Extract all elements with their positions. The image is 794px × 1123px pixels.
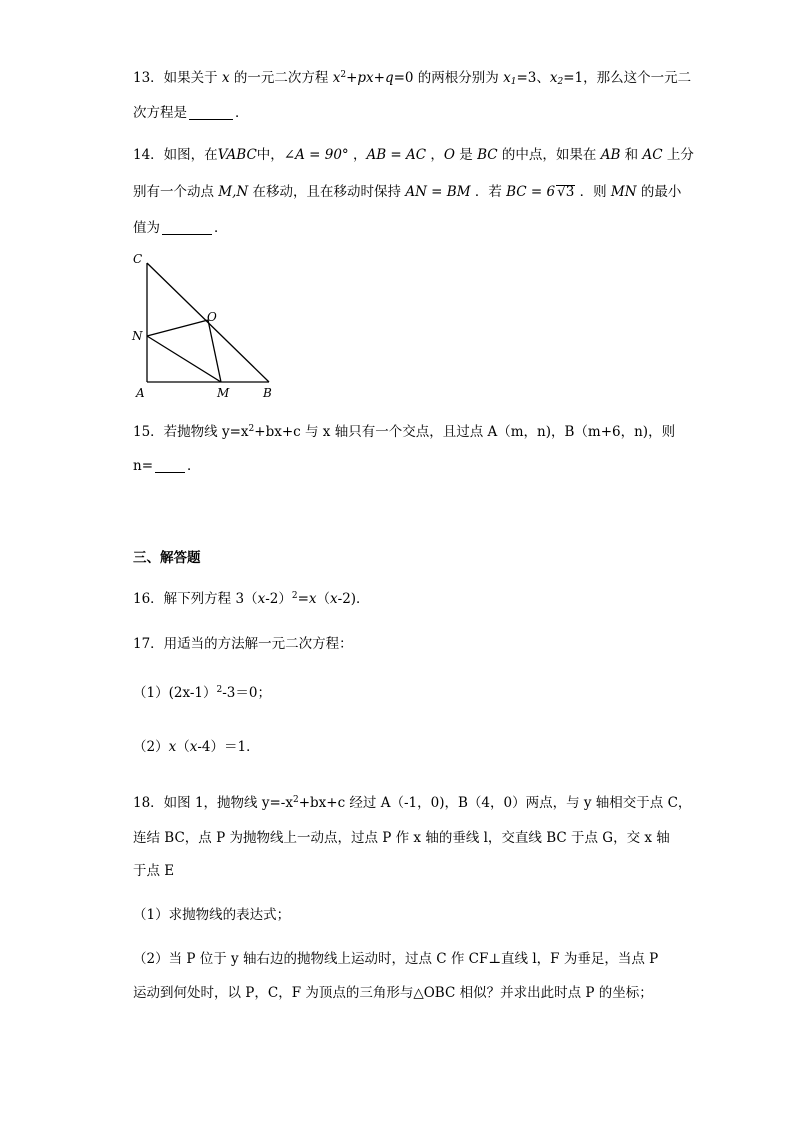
label-a: A <box>136 386 145 400</box>
q15-sup: 2 <box>248 424 255 434</box>
q13-eq-x: x <box>332 70 341 86</box>
q14-text: 和 <box>620 147 643 163</box>
q14-text: 中， <box>256 147 284 163</box>
q13-var-x: x <box>221 70 230 86</box>
q14-text: 的最小 <box>636 184 682 200</box>
q14-text: ， <box>426 147 444 163</box>
q14-point-o: O <box>443 147 455 163</box>
q14-text: 值为 <box>133 220 160 236</box>
q14-bc-eq: BC = 6 <box>506 184 556 200</box>
q14-text: 的中点，如果在 <box>497 147 601 163</box>
q14-text: ．若 <box>470 184 507 200</box>
q13-x2-sub: 2 <box>557 77 564 87</box>
q18-sub1: （1）求抛物线的表达式； <box>133 907 291 923</box>
q14-text: 14．如图，在 <box>133 147 218 163</box>
q14-text: ． <box>214 220 228 236</box>
q18-text: +bx+c 经过 A（-1，0)，B（4，0）两点，与 y 轴相交于点 C， <box>298 795 692 811</box>
label-c: C <box>133 252 143 266</box>
q15-line2 <box>133 454 201 474</box>
q14-ab: AB <box>600 147 621 163</box>
q17-part1 <box>133 681 271 701</box>
q14-figure <box>125 245 285 405</box>
q13-eq-p: px <box>357 70 374 86</box>
q14-text: 上分 <box>662 147 694 163</box>
q16-var: x <box>330 591 338 607</box>
q16-var: x <box>257 591 266 607</box>
q13-text: ． <box>235 105 249 121</box>
segment-nm <box>147 336 221 382</box>
q17-text: （ <box>176 739 190 755</box>
q16-text: （ <box>316 591 331 607</box>
q13-line1 <box>133 66 691 87</box>
q13-text: 13．如果关于 <box>133 70 222 86</box>
q13-answer-blank[interactable] <box>189 106 233 120</box>
q13-text: + <box>346 70 358 86</box>
label-n: N <box>132 329 143 343</box>
q14-text: 是 <box>455 147 478 163</box>
q14-sqrt-value: 3 <box>565 184 575 200</box>
q18-text: 18．如图 1，抛物线 y=-x <box>133 795 293 811</box>
q14-triangle: VABC <box>217 147 257 163</box>
q16-text: 16．解下列方程 3（ <box>133 591 258 607</box>
section-heading: 三、解答题 <box>133 550 201 566</box>
q14-answer-blank[interactable] <box>162 221 212 235</box>
q14-line3 <box>133 216 228 236</box>
label-b: B <box>263 386 272 400</box>
q13-line2 <box>133 101 249 121</box>
q14-line1 <box>133 143 694 163</box>
q17-sup: 2 <box>216 685 223 695</box>
q14-angle: ∠A = 90° <box>283 147 349 163</box>
q16-line <box>133 587 370 607</box>
q14-mn-points: M,N <box>218 184 249 200</box>
q15-text: 15．若抛物线 y=x <box>133 424 249 440</box>
q14-an-eq: AN = BM <box>405 184 471 200</box>
q13-text: + <box>373 70 385 86</box>
q14-ac: AC <box>642 147 663 163</box>
q17-title: 17．用适当的方法解一元二次方程： <box>133 636 353 652</box>
q18-sub2-line2: 运动到何处时，以 P，C，F 为顶点的三角形与△OBC 相似？并求出此时点 P 的坐标； <box>133 985 653 1001</box>
q14-line2: 别有一个动点 M,N 在移动，且在移动时保持 AN = BM ．若 BC = 6 √3 ．则 MN 的最小 <box>133 184 682 200</box>
q15-line1 <box>133 420 675 440</box>
q18-line1 <box>133 791 691 811</box>
q16-sup: 2 <box>291 591 298 601</box>
q14-text: 在移动，且在移动时保持 <box>248 184 406 200</box>
q13-text: 次方程是 <box>133 105 187 121</box>
q13-text: =0 的两根分别为 <box>393 70 504 86</box>
q14-bc: BC <box>477 147 498 163</box>
q16-text: -2)． <box>337 591 370 607</box>
q18-sup: 2 <box>292 795 299 805</box>
q14-text: ．则 <box>575 184 611 200</box>
q17-text: -4）＝1． <box>197 739 260 755</box>
q18-line2: 连结 BC，点 P 为抛物线上一动点，过点 P 作 x 轴的垂线 l，交直线 BC 于点 G，交 x 轴 <box>133 830 670 846</box>
label-o: O <box>207 310 217 324</box>
q14-text: 别有一个动点 <box>133 184 219 200</box>
q16-text: -2） <box>265 591 292 607</box>
q17-text: （1）(2x-1） <box>133 685 217 701</box>
q13-x2: x <box>549 70 558 86</box>
q14-ab-eq: AB = AC <box>366 147 427 163</box>
q13-text: 的一元二次方程 <box>229 70 333 86</box>
q17-text: （2） <box>133 739 169 755</box>
q13-x1: x <box>503 70 511 86</box>
q16-text: = <box>297 591 309 607</box>
label-m: M <box>217 386 230 400</box>
q15-answer-blank[interactable] <box>155 459 185 473</box>
segment-no <box>147 320 208 336</box>
q13-text: =3、 <box>516 70 550 86</box>
q15-text: ． <box>187 458 201 474</box>
q14-text: ， <box>348 147 367 163</box>
q14-mn: MN <box>610 184 637 200</box>
q15-text: n= <box>133 458 154 474</box>
q17-part2 <box>133 735 260 755</box>
q13-text: =1，那么这个一元二 <box>563 70 692 86</box>
q15-text: +bx+c 与 x 轴只有一个交点，且过点 A（m，n)，B（m+6，n)，则 <box>254 424 676 440</box>
q17-var: x <box>189 739 198 755</box>
q18-sub2-line1: （2）当 P 位于 y 轴右边的抛物线上运动时，过点 C 作 CF⊥直线 l，F 为垂足，当点 P <box>133 951 659 967</box>
q18-line3: 于点 E <box>133 863 175 879</box>
q13-eq-sup: 2 <box>340 70 347 80</box>
q17-text: -3＝0； <box>222 685 271 701</box>
q16-var: x <box>308 591 317 607</box>
q17-var: x <box>168 739 177 755</box>
q13-x1-sub: 1 <box>510 77 517 87</box>
q13-eq-q: q <box>384 70 394 86</box>
